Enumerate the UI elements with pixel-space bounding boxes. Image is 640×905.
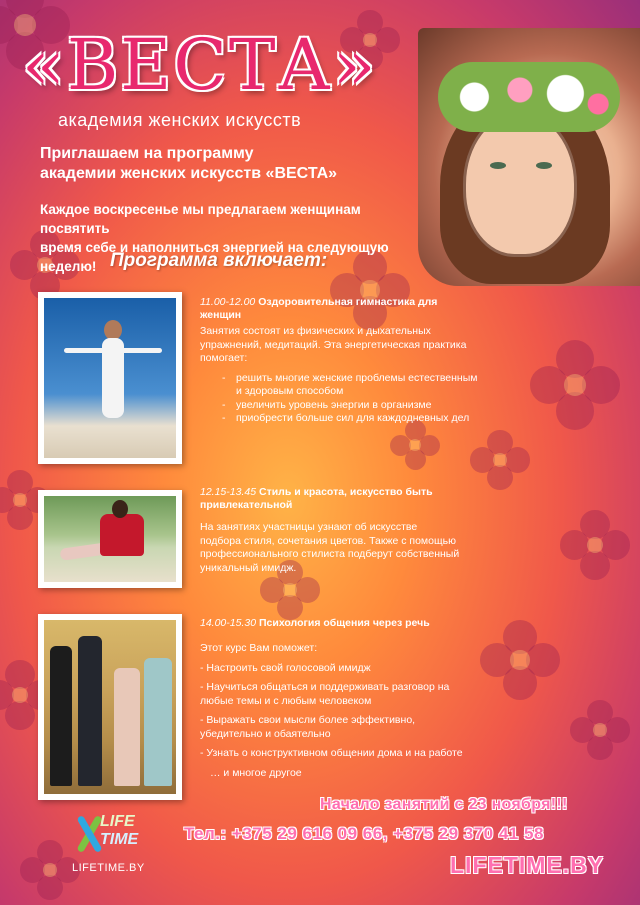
section-text: Этот курс Вам поможет: - Настроить свой голосовой имидж - Научиться общаться и поддерживать разговор на любые темы и с любым человеком - Выражать свои мысли более эффективно, убедительно и обаятельно - Узнать о конструктивном общении дома и на работе … и многое другое	[200, 642, 470, 786]
list-item: - Научиться общаться и поддерживать разговор на любые темы и с любым человеком	[200, 681, 450, 707]
academy-subtitle: академия женских искусств	[58, 110, 302, 130]
section-title: 14.00-15.30 Психология общения через речь	[200, 617, 430, 629]
hero-woman-image	[418, 28, 640, 286]
flower-decoration	[470, 430, 530, 490]
program-heading: Программа включает:	[110, 250, 328, 271]
list-item: - Узнать о конструктивном общении дома и на работе	[200, 747, 463, 759]
flower-decoration	[530, 340, 620, 430]
flower-decoration	[560, 510, 630, 580]
academy-title: «ВЕСТА»	[22, 24, 378, 106]
section-text: На занятиях участницы узнают об искусстве подбора стиля, сочетания цветов. Также с помощью профессионального стилиста подберут собственный уникальный имидж.	[200, 521, 460, 574]
section-title: 11.00-12.00 Оздоровительная гимнастика для женщин	[200, 296, 438, 321]
flower-crown	[438, 62, 620, 132]
list-item: - Выражать свои мысли более эффективно, убедительно и обаятельно	[200, 714, 416, 740]
flower-decoration	[20, 840, 80, 900]
flower-decoration	[390, 420, 440, 470]
website-link[interactable]: LIFETIME.BY	[450, 852, 605, 878]
start-date-text: Начало занятий с 23 ноября!!!	[320, 796, 568, 813]
list-item: - решить многие женские проблемы естественным и здоровым способом	[222, 372, 480, 399]
logo-website: LIFETIME.BY	[72, 862, 145, 874]
yoga-photo	[38, 292, 182, 464]
invitation-text: Приглашаем на программу академии женских искусств «ВЕСТА»	[40, 145, 338, 182]
style-photo	[38, 490, 182, 588]
list-item: - увеличить уровень энергии в организме	[222, 399, 480, 413]
list-item: - Настроить свой голосовой имидж	[200, 661, 371, 674]
flower-decoration	[480, 620, 560, 700]
lifetime-logo: LIFE TIME	[74, 808, 164, 858]
phone-numbers: Тел.: +375 29 616 09 66, +375 29 370 41 58	[184, 824, 544, 843]
section-text: Занятия состоят из физических и дыхательных упражнений, медитаций. Эта энергетическая практика помогает: - решить многие женские проблемы естественным и здоровым способом - увеличить уровень энергии в организме - приобрести больше сил для каждодневных дел	[200, 325, 480, 426]
flower-decoration	[570, 700, 630, 760]
section-title: 12.15-13.45 Стиль и красота, искусство быть привлекательной	[200, 486, 433, 511]
description-text: Каждое воскресенье мы предлагаем женщинам посвятить время себе и наполниться энергией на следующую неделю!	[40, 202, 389, 274]
benefits-list	[200, 372, 480, 426]
list-item: - приобрести больше сил для каждодневных дел	[222, 412, 480, 426]
group-photo	[38, 614, 182, 800]
